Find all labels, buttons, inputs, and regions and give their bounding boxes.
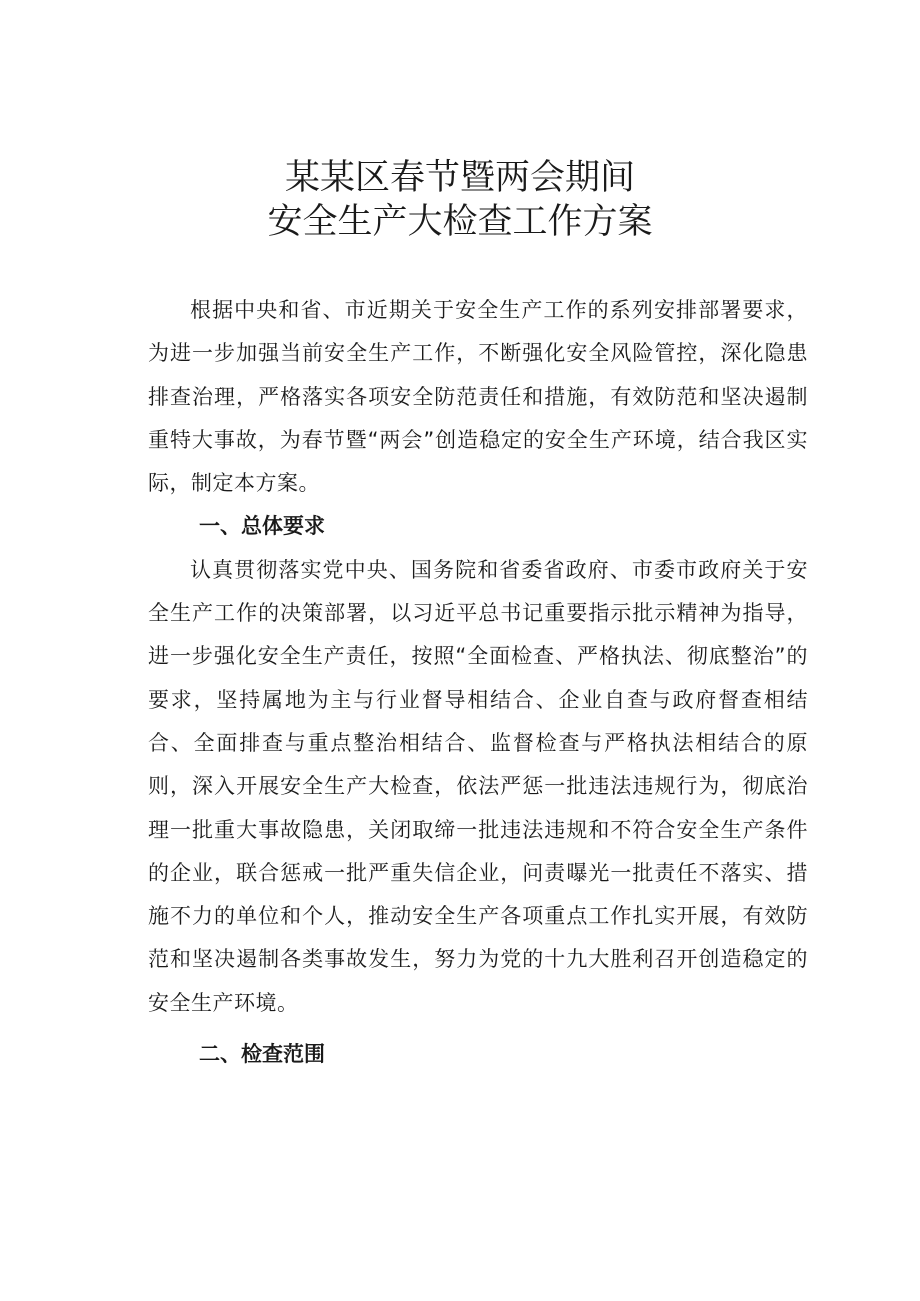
document-title-line-2: 安全生产大检查工作方案 xyxy=(267,202,653,242)
section-heading-general-requirements: 一、总体要求 xyxy=(199,514,325,539)
document-body xyxy=(148,289,808,1076)
section-heading-inspection-scope: 二、检查范围 xyxy=(199,1042,325,1067)
general-requirements-paragraph: 认真贯彻落实党中央、国务院和省委省政府、市委市政府关于安全生产工作的决策部署，以习近平总书记重要指示批示精神为指导，进一步强化安全生产责任，按照“全面检查、严格执法、彻底整治”的要求，坚持属地为主与行业督导相结合、企业自查与政府督查相结合、全面排查与重点整治相结合、监督检查与严格执法相结合的原则，深入开展安全生产大检查，依法严惩一批违法违规行为，彻底治理一批重大事故隐患，关闭取缔一批违法违规和不符合安全生产条件的企业，联合惩戒一批严重失信企业，问责曝光一批责任不落实、措施不力的单位和个人，推动安全生产各项重点工作扎实开展，有效防范和坚决遏制各类事故发生，努力为党的十九大胜利召开创造稳定的安全生产环境。 xyxy=(148,557,808,1015)
document-title-line-1: 某某区春节暨两会期间 xyxy=(284,158,635,198)
intro-paragraph: 根据中央和省、市近期关于安全生产工作的系列安排部署要求，为进一步加强当前安全生产工作，不断强化安全风险管控，深化隐患排查治理，严格落实各项安全防范责任和措施，有效防范和坚决遏制重特大事故，为春节暨“两会”创造稳定的安全生产环境，结合我区实际，制定本方案。 xyxy=(148,298,808,496)
